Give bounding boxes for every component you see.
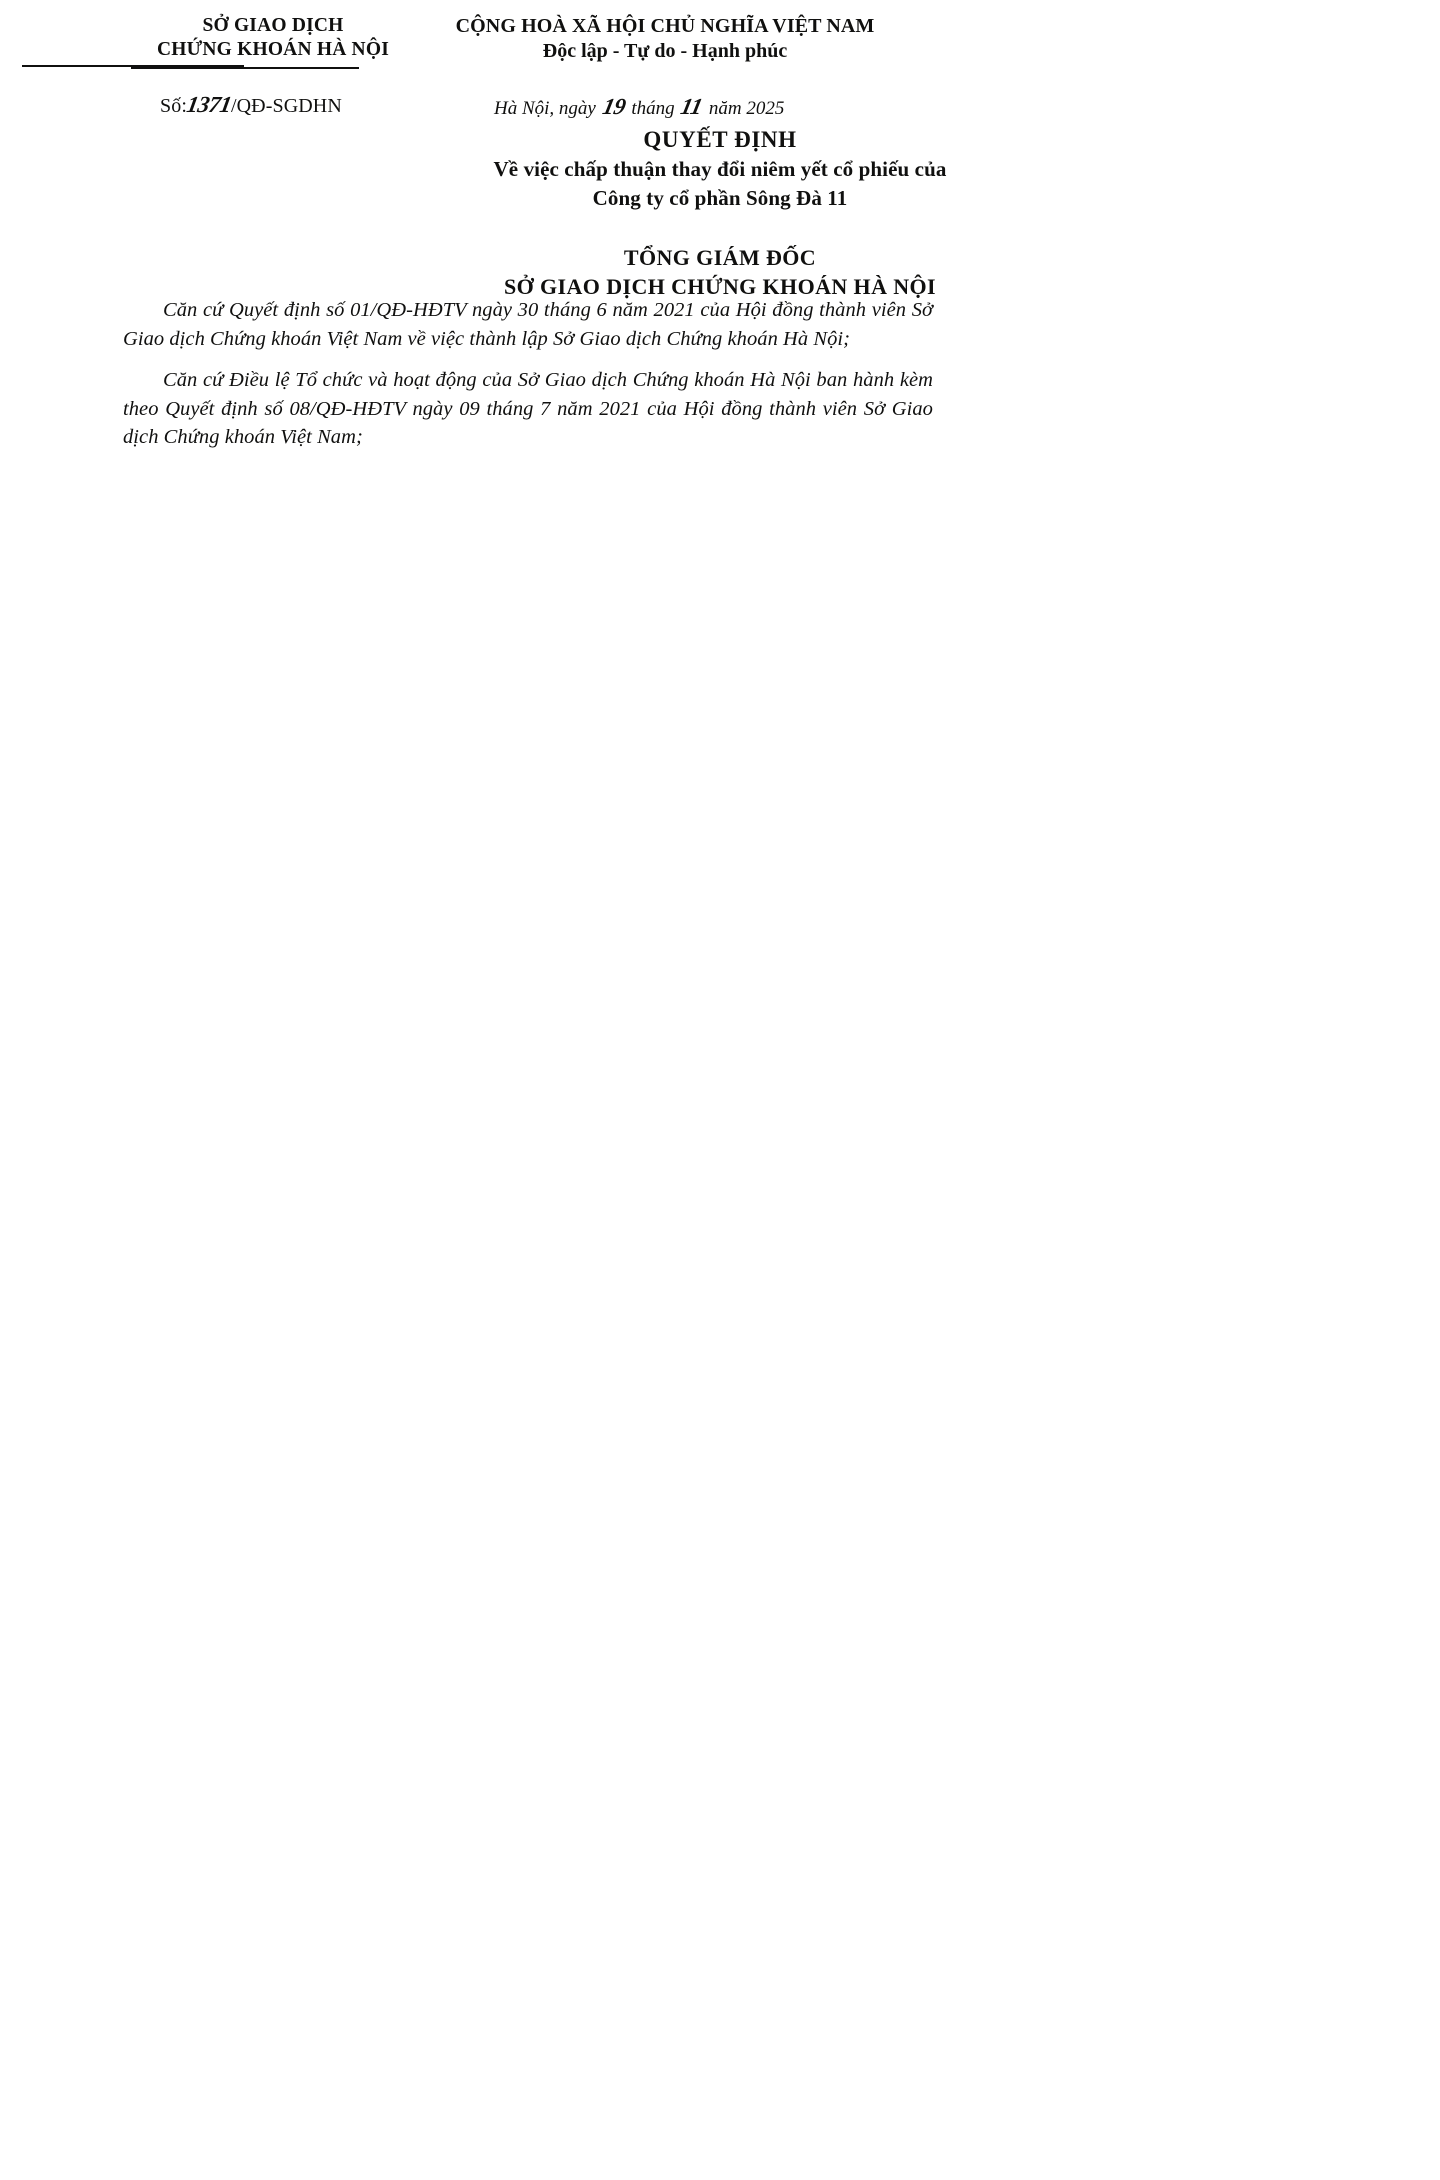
handwritten-month: 11 bbox=[678, 94, 705, 119]
document-number-line bbox=[160, 92, 342, 118]
national-title: CỘNG HOÀ XÃ HỘI CHỦ NGHĨA VIỆT NAM bbox=[455, 15, 875, 37]
organization-line-1: SỞ GIAO DỊCH bbox=[202, 15, 344, 36]
document-subtitle-line-1: Về việc chấp thuận thay đổi niêm yết cổ phiếu của bbox=[493, 157, 947, 181]
document-number-value: 1371 bbox=[184, 92, 234, 117]
national-motto: Độc lập - Tự do - Hạnh phúc bbox=[542, 40, 788, 62]
month-label: tháng bbox=[631, 98, 675, 119]
document-number-suffix: /QĐ-SGDHN bbox=[230, 95, 342, 117]
place-date-line bbox=[494, 94, 784, 120]
issuing-authority-block bbox=[0, 243, 1440, 301]
document-title: QUYẾT ĐỊNH bbox=[643, 127, 797, 152]
document-header bbox=[0, 14, 1440, 134]
document-subtitle-line-2: Công ty cổ phần Sông Đà 11 bbox=[592, 186, 848, 210]
national-motto-block bbox=[420, 14, 910, 64]
document-title-block bbox=[0, 125, 1440, 213]
place-date-prefix: Hà Nội, ngày bbox=[494, 98, 596, 119]
organization-line-2: CHỨNG KHOÁN HÀ NỘI bbox=[156, 39, 389, 60]
document-number-label: Số: bbox=[160, 95, 187, 117]
body-paragraph: Căn cứ Điều lệ Tổ chức và hoạt động của Sở Giao dịch Chứng khoán Hà Nội ban hành kèm theo Quyết định số 08/QĐ-HĐTV ngày 09 tháng 7 năm 2021 của Hội đồng thành viên Sở Giao dịch Chứng khoán Việt Nam; bbox=[123, 369, 933, 448]
issuing-authority-organization: SỞ GIAO DỊCH CHỨNG KHOÁN HÀ NỘI bbox=[503, 274, 937, 299]
handwritten-day: 19 bbox=[600, 94, 628, 119]
national-motto-underline bbox=[131, 67, 359, 69]
year-label: năm 2025 bbox=[708, 98, 785, 119]
body-paragraph: Căn cứ Quyết định số 01/QĐ-HĐTV ngày 30 tháng 6 năm 2021 của Hội đồng thành viên Sở Giao dịch Chứng khoán Việt Nam về việc thành lập Sở Giao dịch Chứng khoán Hà Nội; bbox=[123, 299, 933, 350]
issuing-organization-block bbox=[138, 14, 408, 62]
issuing-authority-title: TỔNG GIÁM ĐỐC bbox=[623, 245, 817, 270]
document-body bbox=[123, 296, 933, 465]
